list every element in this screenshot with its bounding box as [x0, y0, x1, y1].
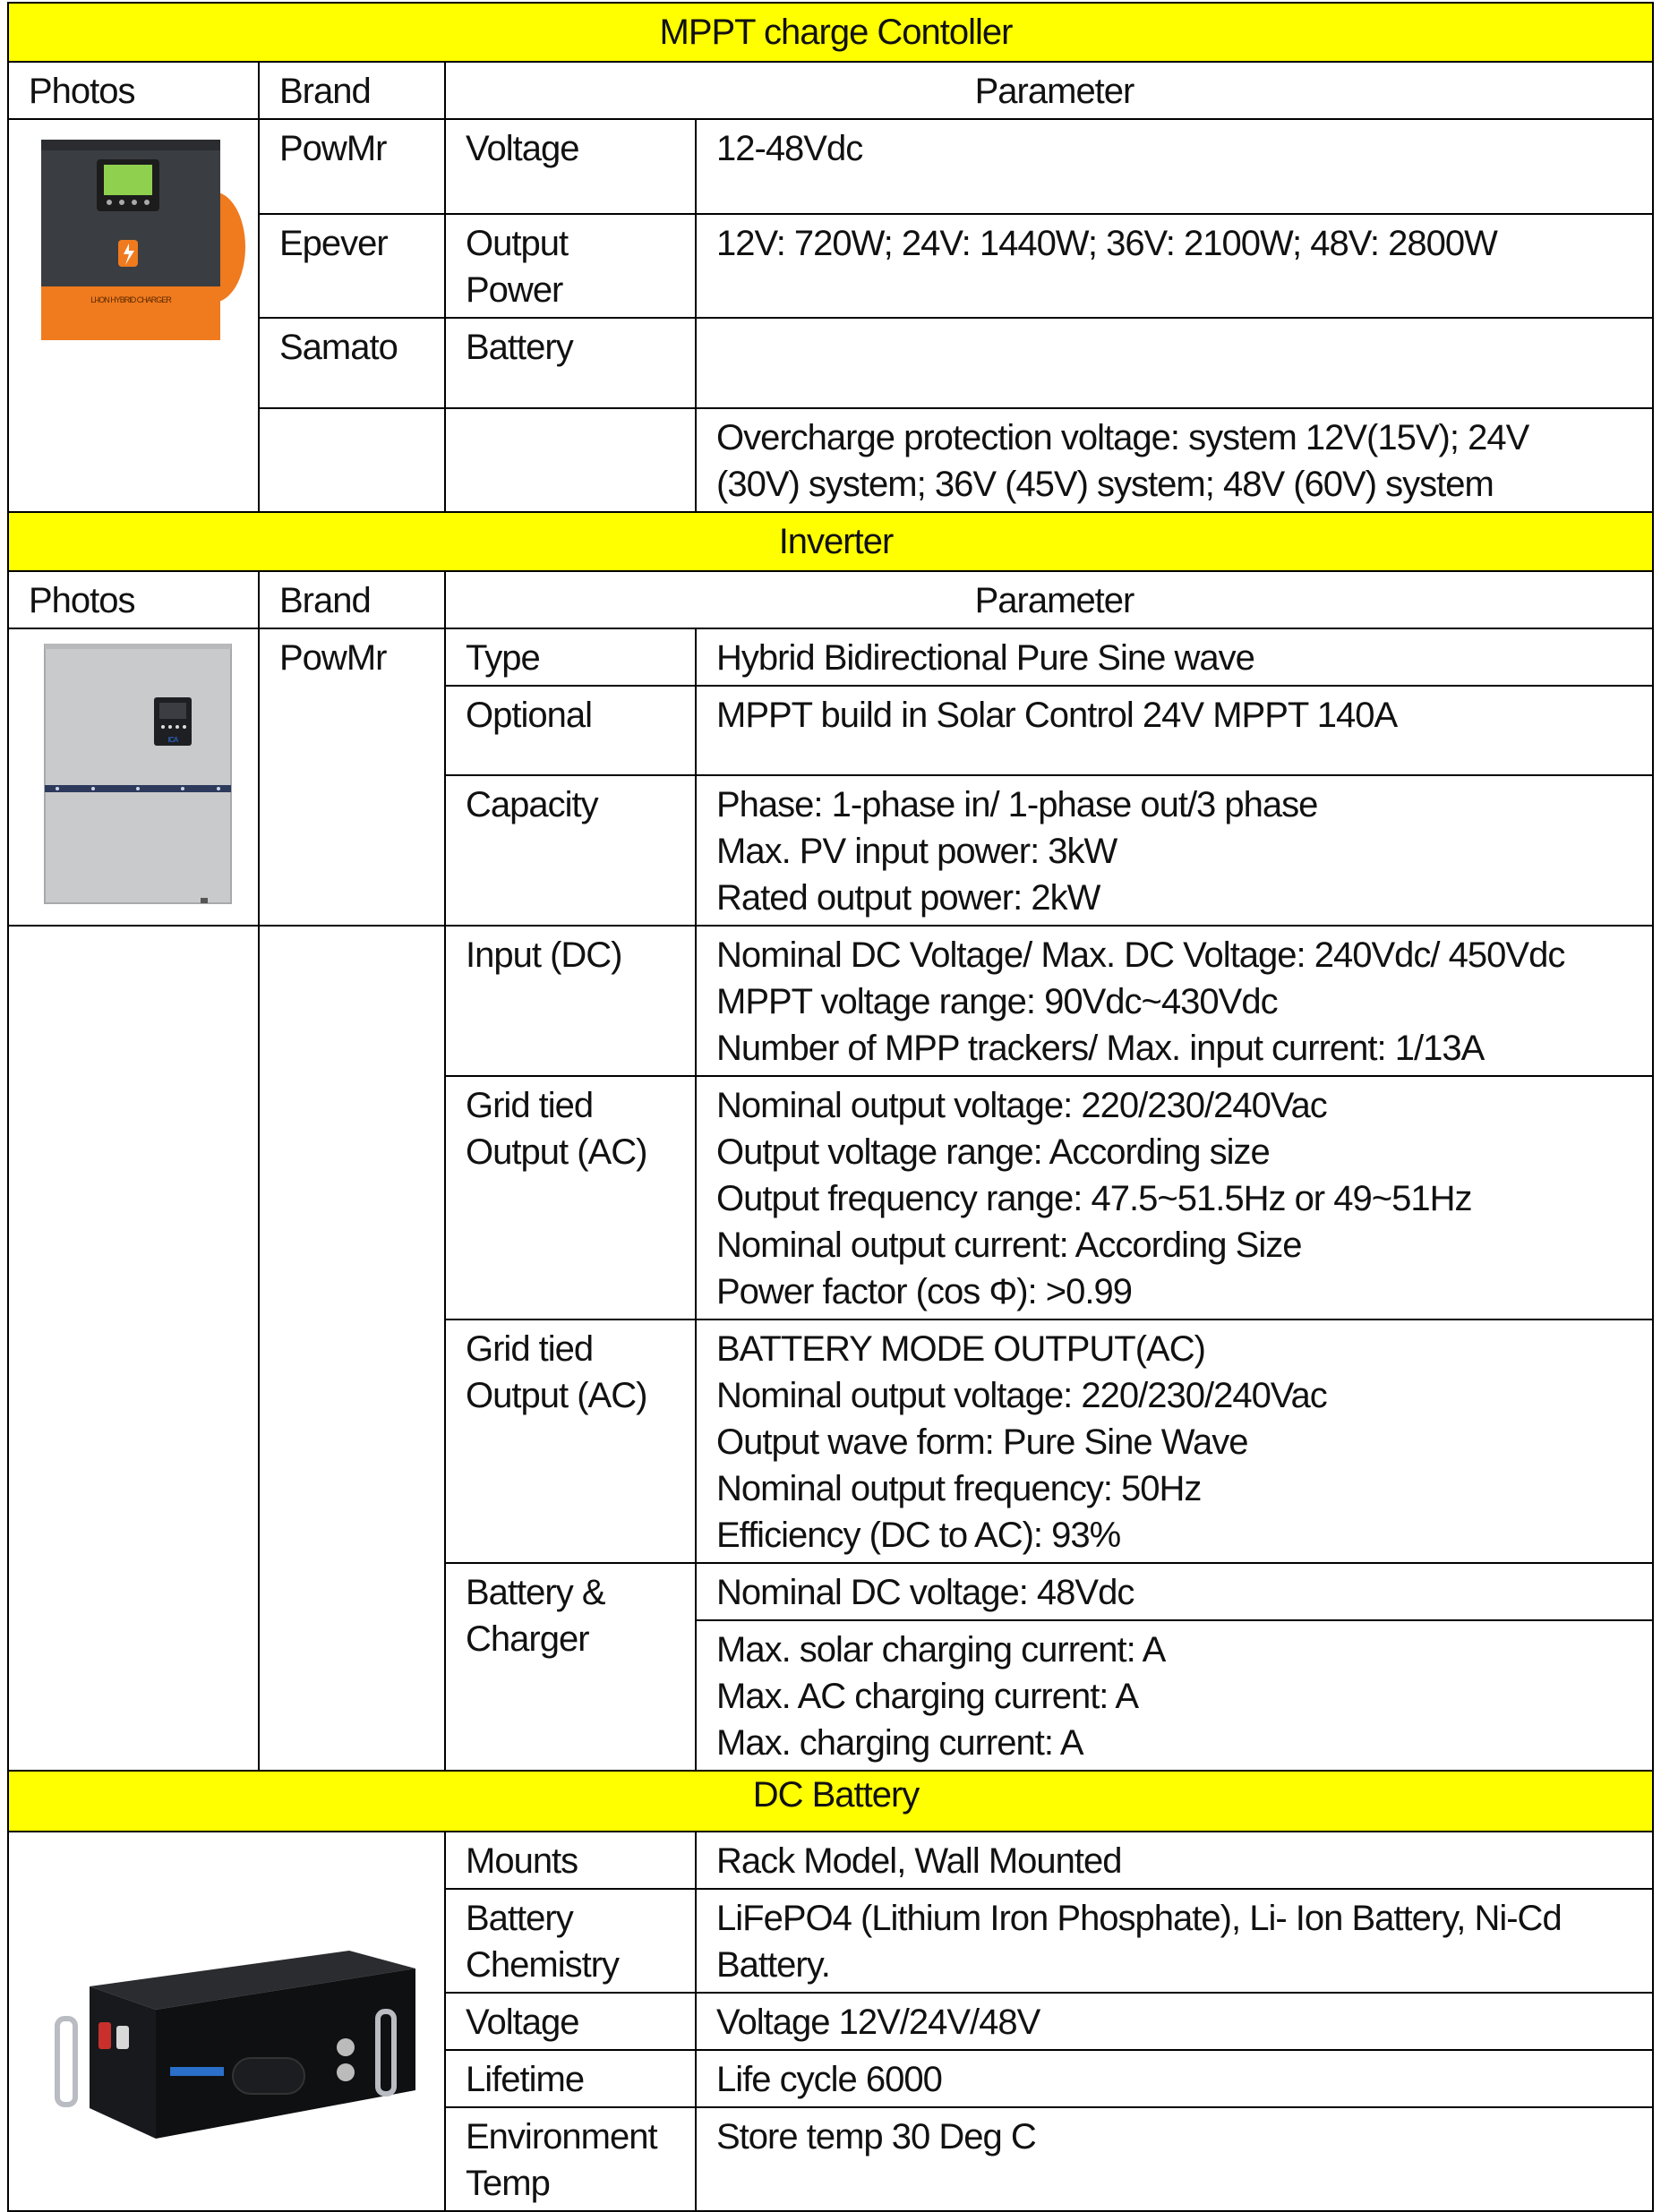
inverter-param-value: Phase: 1-phase in/ 1-phase out/3 phase Max. PV input power: 3kW Rated output power: 2kW	[696, 775, 1653, 926]
battery-param-value: Rack Model, Wall Mounted	[696, 1832, 1653, 1889]
mppt-param-label: Output Power	[445, 214, 696, 318]
mppt-header-brand: Brand	[259, 62, 445, 119]
battery-param-value: LiFePO4 (Lithium Iron Phosphate), Li- Ion Battery, Ni-Cd Battery.	[696, 1889, 1653, 1993]
inverter-brand: PowMr	[259, 628, 445, 926]
inverter-param-value: Nominal DC Voltage/ Max. DC Voltage: 240Vdc/ 450Vdc MPPT voltage range: 90Vdc~430Vdc Number of MPP trackers/ Max. input current: 1/13A	[696, 926, 1653, 1076]
inverter-photo-cell	[8, 628, 259, 926]
mppt-charge-controller-photo	[34, 140, 245, 346]
inverter-param-label: Input (DC)	[445, 926, 696, 1076]
battery-param-label: Lifetime	[445, 2050, 696, 2107]
inverter-param-label: Grid tied Output (AC)	[445, 1320, 696, 1563]
inverter-param-label: Optional	[445, 686, 696, 775]
svg-text:ICA: ICA	[167, 736, 178, 744]
inverter-param-label: Capacity	[445, 775, 696, 926]
table-row	[8, 119, 1653, 214]
mppt-param-label	[445, 408, 696, 512]
table-row	[8, 628, 1653, 686]
mppt-photo-cell	[8, 119, 259, 512]
inverter-header-photos: Photos	[8, 571, 259, 628]
battery-param-label: Mounts	[445, 1832, 696, 1889]
section-title-row	[8, 1771, 1653, 1832]
inverter-param-value: MPPT build in Solar Control 24V MPPT 140A	[696, 686, 1653, 775]
battery-param-label: Voltage	[445, 1993, 696, 2050]
battery-section-title: DC Battery	[8, 1771, 1653, 1832]
mppt-param-label: Voltage	[445, 119, 696, 214]
mppt-header-row	[8, 62, 1653, 119]
mppt-brand-empty	[259, 408, 445, 512]
mppt-param-value	[696, 318, 1653, 408]
inverter-photo-empty	[8, 926, 259, 1771]
rack-battery-photo	[54, 1933, 423, 2155]
battery-param-value: Life cycle 6000	[696, 2050, 1653, 2107]
battery-param-value: Voltage 12V/24V/48V	[696, 1993, 1653, 2050]
inverter-param-value: Nominal DC voltage: 48Vdc	[696, 1563, 1653, 1620]
mppt-brand-2: Epever	[259, 214, 445, 318]
section-title-row	[8, 3, 1653, 62]
inverter-param-value: BATTERY MODE OUTPUT(AC) Nominal output voltage: 220/230/240Vac Output wave form: Pure Sine Wave Nominal output frequency: 50Hz Efficiency (DC to AC): 93%	[696, 1320, 1653, 1563]
table-row	[8, 926, 1653, 1076]
mppt-brand-1: PowMr	[259, 119, 445, 214]
inverter-param-label: Battery & Charger	[445, 1563, 696, 1771]
inverter-header-row	[8, 571, 1653, 628]
inverter-header-parameter: Parameter	[445, 571, 1653, 628]
mppt-header-parameter: Parameter	[445, 62, 1653, 119]
inverter-cabinet-photo	[39, 644, 238, 907]
inverter-param-value: Max. solar charging current: A Max. AC charging current: A Max. charging current: A	[696, 1620, 1653, 1771]
battery-param-label: Battery Chemistry	[445, 1889, 696, 1993]
battery-photo-cell	[8, 1832, 445, 2211]
inverter-brand-empty	[259, 926, 445, 1771]
spec-document	[7, 2, 1652, 2212]
mppt-param-value: Overcharge protection voltage: system 12V(15V); 24V (30V) system; 36V (45V) system; 48V (60V) system	[696, 408, 1653, 512]
table-row	[8, 1832, 1653, 1889]
battery-param-label: Environment Temp	[445, 2107, 696, 2211]
spec-table	[7, 2, 1654, 2212]
mppt-param-value: 12V: 720W; 24V: 1440W; 36V: 2100W; 48V: 2800W	[696, 214, 1653, 318]
mppt-brand-3: Samato	[259, 318, 445, 408]
mppt-param-label: Battery	[445, 318, 696, 408]
mppt-param-value: 12-48Vdc	[696, 119, 1653, 214]
inverter-param-label: Grid tied Output (AC)	[445, 1076, 696, 1320]
inverter-param-value: Hybrid Bidirectional Pure Sine wave	[696, 628, 1653, 686]
inverter-param-label: Type	[445, 628, 696, 686]
mppt-header-photos: Photos	[8, 62, 259, 119]
inverter-header-brand: Brand	[259, 571, 445, 628]
mppt-section-title: MPPT charge Contoller	[8, 3, 1653, 62]
battery-param-value: Store temp 30 Deg C	[696, 2107, 1653, 2211]
inverter-section-title: Inverter	[8, 512, 1653, 571]
svg-text:LI-ION HYBRID CHARGER: LI-ION HYBRID CHARGER	[90, 295, 171, 304]
inverter-param-value: Nominal output voltage: 220/230/240Vac Output voltage range: According size Output frequency range: 47.5~51.5Hz or 49~51Hz Nominal output current: According Size Power factor (cos Φ): >0.99	[696, 1076, 1653, 1320]
section-title-row	[8, 512, 1653, 571]
